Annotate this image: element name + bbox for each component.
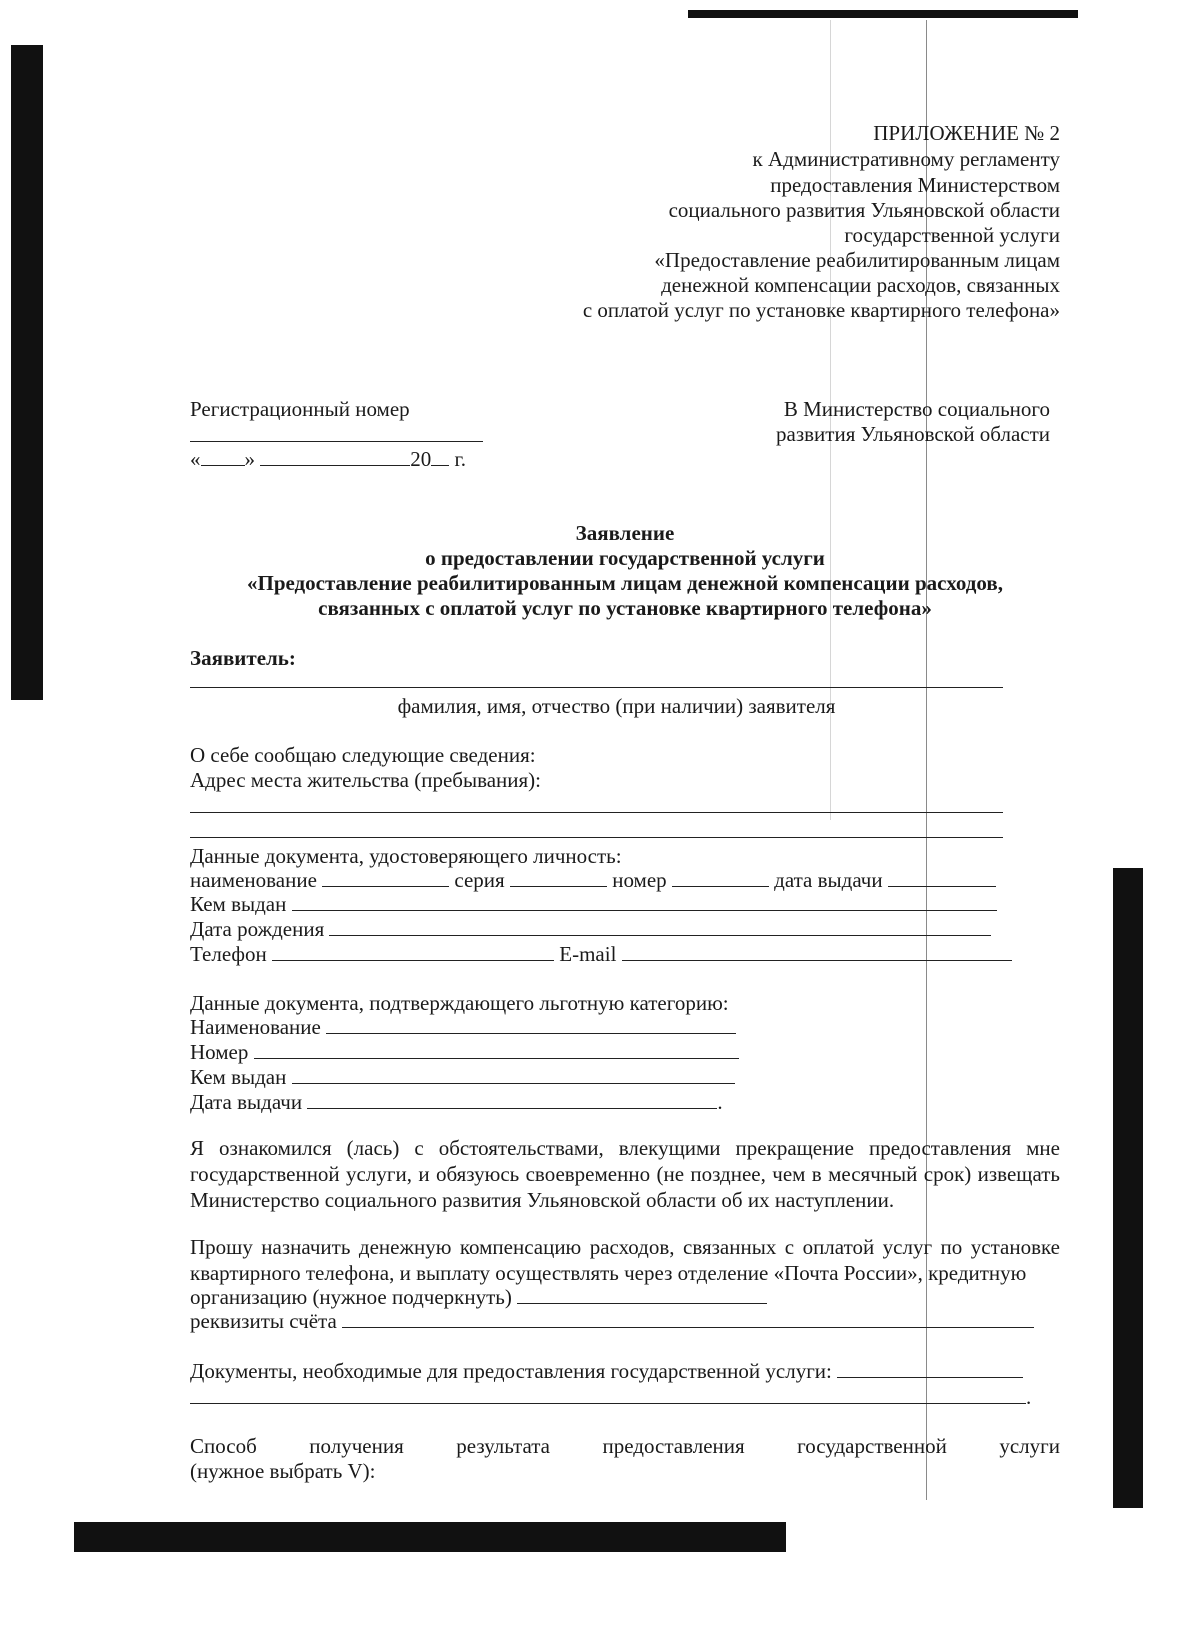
identity-issue-date-label: дата выдачи (774, 868, 883, 892)
org-field[interactable] (517, 1285, 767, 1304)
appendix-line: государственной услуги (844, 223, 1060, 247)
identity-row-1 (190, 867, 996, 893)
date-quote-open: « (190, 447, 201, 471)
identity-number-label: номер (612, 868, 667, 892)
scan-edge-bottom (74, 1522, 786, 1552)
benefit-issue-date-field[interactable] (307, 1090, 717, 1109)
identity-heading: Данные документа, удостоверяющего личность: (190, 844, 622, 868)
info-intro: О себе сообщаю следующие сведения: (190, 743, 536, 767)
appendix-line: предоставления Министерством (770, 173, 1060, 197)
benefit-number-field[interactable] (254, 1040, 739, 1059)
documents-row (190, 1358, 1023, 1384)
identity-issue-date-field[interactable] (888, 868, 996, 887)
identity-number-field[interactable] (672, 868, 769, 887)
address-field-1[interactable] (190, 812, 1003, 813)
title-line: о предоставлении государственной услуги (425, 546, 825, 570)
month-blank[interactable] (260, 447, 410, 466)
benefit-issued-by-field[interactable] (292, 1065, 735, 1084)
org-label: организацию (нужное подчеркнуть) (190, 1285, 512, 1309)
recipient-line: развития Ульяновской области (776, 422, 1050, 446)
address-field-2[interactable] (190, 837, 1003, 838)
method-line-1: Способ получения результата предоставления государственной услуги (190, 1434, 1060, 1458)
documents-field-2[interactable] (190, 1385, 1026, 1404)
applicant-caption: фамилия, имя, отчество (при наличии) заявителя (397, 694, 836, 718)
year-suffix: г. (454, 447, 466, 471)
request-account-row (190, 1308, 1034, 1334)
benefit-row-4 (190, 1089, 723, 1115)
benefit-issue-date-label: Дата выдачи (190, 1090, 303, 1114)
identity-series-label: серия (454, 868, 505, 892)
documents-field-1[interactable] (837, 1359, 1023, 1378)
end-mark: . (1026, 1385, 1032, 1409)
applicant-label: Заявитель: (190, 646, 296, 670)
request-org-row (190, 1284, 767, 1310)
account-field[interactable] (342, 1309, 1034, 1328)
appendix-line: социального развития Ульяновской области (668, 198, 1060, 222)
appendix-line: денежной компенсации расходов, связанных (661, 273, 1060, 297)
end-mark: . (717, 1090, 723, 1114)
registration-label: Регистрационный номер (190, 397, 410, 421)
identity-row-3 (190, 916, 991, 942)
scan-edge-left (11, 45, 43, 700)
identity-name-label: наименование (190, 868, 317, 892)
benefit-row-2 (190, 1039, 739, 1065)
identity-issued-by-field[interactable] (292, 892, 997, 911)
registration-date-field[interactable] (190, 446, 466, 472)
documents-label: Документы, необходимые для предоставления государственной услуги: (190, 1359, 832, 1383)
request-paragraph: Прошу назначить денежную компенсацию расходов, связанных с оплатой услуг по установке квартирного телефона, и выплату осуществлять через отделение «Почта России», кредитную (190, 1235, 1060, 1285)
recipient-line: В Министерство социального (783, 397, 1050, 421)
title-line: «Предоставление реабилитированным лицам денежной компенсации расходов, (246, 571, 1003, 595)
identity-name-field[interactable] (322, 868, 449, 887)
applicant-name-field[interactable] (190, 687, 1003, 688)
identity-row-2 (190, 891, 997, 917)
birth-date-label: Дата рождения (190, 917, 325, 941)
benefit-issued-by-label: Кем выдан (190, 1065, 287, 1089)
year-prefix: 20 (410, 447, 432, 471)
date-quote-close: » (244, 447, 255, 471)
identity-row-4 (190, 941, 1012, 967)
acknowledgement-paragraph: Я ознакомился (лась) с обстоятельствами, влекущими прекращение предоставления мне государственной услуги, и обязуюсь своевременно (не позднее, чем в месячный срок) извещать Министерство социального развития Ульяновской области об их наступлении. (190, 1136, 1060, 1212)
documents-row-2 (190, 1384, 1031, 1410)
appendix-line: с оплатой услуг по установке квартирного телефона» (582, 298, 1060, 322)
appendix-number: ПРИЛОЖЕНИЕ № 2 (873, 121, 1060, 145)
birth-date-field[interactable] (329, 917, 991, 936)
phone-field[interactable] (272, 942, 554, 961)
benefit-row-3 (190, 1064, 735, 1090)
day-blank[interactable] (201, 447, 245, 466)
title-line: Заявление (575, 521, 675, 545)
appendix-line: к Административному регламенту (752, 147, 1060, 171)
address-label: Адрес места жительства (пребывания): (190, 768, 542, 792)
benefit-name-label: Наименование (190, 1015, 321, 1039)
identity-series-field[interactable] (510, 868, 607, 887)
method-line-2: (нужное выбрать V): (190, 1459, 376, 1483)
email-field[interactable] (622, 942, 1012, 961)
appendix-line: «Предоставление реабилитированным лицам (654, 248, 1060, 272)
title-line: связанных с оплатой услуг по установке квартирного телефона» (318, 596, 932, 620)
benefit-number-label: Номер (190, 1040, 249, 1064)
registration-number-field[interactable] (190, 441, 483, 442)
benefit-row-1 (190, 1014, 736, 1040)
scan-edge-right (1113, 868, 1143, 1508)
phone-label: Телефон (190, 942, 267, 966)
benefit-name-field[interactable] (326, 1015, 736, 1034)
scan-edge-top (688, 10, 1078, 18)
account-label: реквизиты счёта (190, 1309, 337, 1333)
identity-issued-by-label: Кем выдан (190, 892, 287, 916)
email-label: E-mail (559, 942, 617, 966)
year-blank[interactable] (431, 447, 449, 466)
benefit-heading: Данные документа, подтверждающего льготную категорию: (190, 991, 729, 1015)
